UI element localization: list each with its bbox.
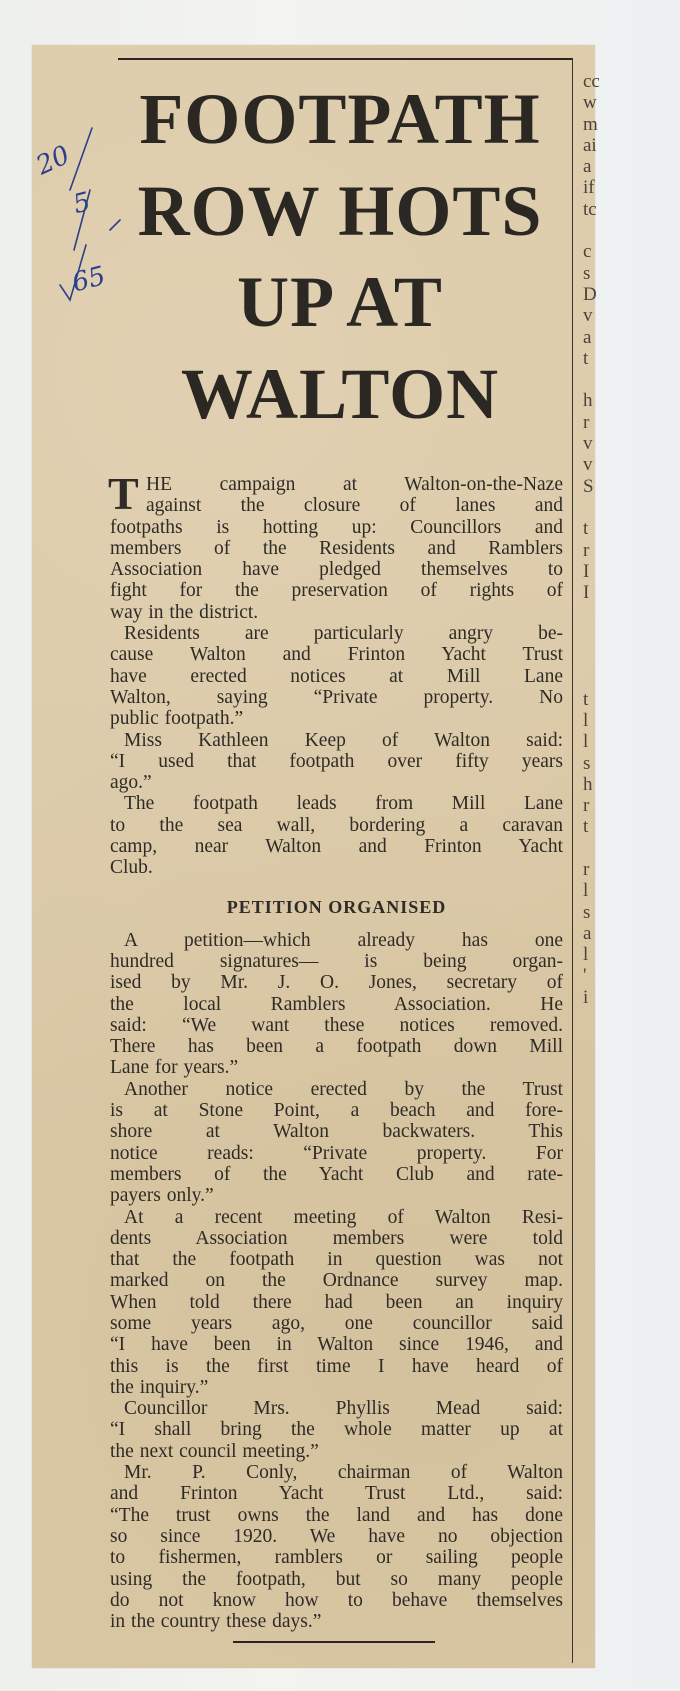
text-line: “The trust owns the land and has done: [110, 1504, 563, 1526]
fragment-line: [583, 497, 597, 518]
fragment-line: [583, 625, 597, 646]
fragment-line: h: [583, 390, 593, 412]
text-line: Councillor Mrs. Phyllis Mead said:: [124, 1398, 563, 1420]
fragment-line: [583, 220, 597, 241]
fragment-line: l: [583, 731, 589, 753]
fragment-line: w: [583, 92, 597, 114]
text-line: to fishermen, ramblers or sailing people: [110, 1547, 563, 1569]
fragment-line: s: [583, 752, 591, 774]
paragraph: [110, 730, 563, 794]
text-line: using the footpath, but so many people: [110, 1568, 563, 1590]
text-line: against the closure of lanes and: [146, 495, 563, 517]
paragraph: [110, 623, 563, 729]
fragment-line: t: [583, 816, 589, 838]
fragment-line: [583, 369, 597, 390]
drop-cap: T: [108, 468, 139, 519]
handwritten-month: 5: [70, 186, 94, 221]
fragment-line: S: [583, 475, 594, 497]
text-line: dents Association members were told: [110, 1227, 563, 1249]
fragment-line: I: [583, 560, 590, 582]
bottom-rule: [233, 1641, 435, 1643]
fragment-line: r: [583, 411, 590, 433]
fragment-line: t: [583, 688, 589, 710]
text-line: way in the district.: [110, 601, 259, 623]
text-line: in the country these days.”: [110, 1611, 322, 1633]
paragraph: [108, 468, 563, 623]
text-line: A petition—which already has one: [124, 929, 563, 951]
fragment-line: l: [583, 709, 589, 731]
text-line: hundred signatures— is being organ-: [110, 950, 563, 972]
text-line: There has been a footpath down Mill: [110, 1036, 563, 1058]
fragment-line: I: [583, 582, 590, 604]
text-line: that the footpath in question was not: [110, 1249, 563, 1271]
fragment-line: t: [583, 347, 589, 369]
text-line: the local Ramblers Association. He: [110, 993, 563, 1015]
fragment-line: [583, 838, 597, 859]
subheading: PETITION ORGANISED: [226, 896, 447, 917]
text-line: Residents are particularly angry be-: [124, 623, 563, 645]
text-line: “I have been in Walton since 1946, and: [110, 1334, 563, 1356]
text-line: marked on the Ordnance survey map.: [110, 1270, 563, 1292]
adjacent-column-fragment: [583, 71, 600, 1008]
text-line: said: “We want these notices removed.: [110, 1014, 563, 1036]
fragment-line: v: [583, 305, 593, 327]
text-line: footpaths is hotting up: Councillors and: [110, 516, 563, 538]
fragment-line: a: [583, 156, 592, 178]
paragraph: [110, 1398, 563, 1462]
paragraph: [110, 930, 563, 1079]
handwritten-year: 65: [68, 260, 109, 299]
headline-line-1: FOOTPATH: [139, 79, 541, 159]
text-line: Club.: [110, 857, 153, 879]
fragment-line: [583, 646, 597, 667]
text-line: ised by Mr. J. O. Jones, secretary of: [110, 972, 563, 994]
text-line: shore at Walton backwaters. This: [110, 1121, 563, 1143]
text-line: Lane for years.”: [110, 1057, 239, 1079]
text-line: to the sea wall, bordering a caravan: [110, 814, 563, 836]
text-line: ago.”: [110, 772, 152, 794]
fragment-line: cc: [583, 71, 600, 92]
headline-line-2: ROW HOTS: [137, 171, 543, 251]
text-line: public footpath.”: [110, 708, 244, 730]
column-divider: [572, 58, 573, 1663]
fragment-line: [583, 667, 597, 688]
text-line: Association have pledged themselves to: [110, 559, 563, 581]
paragraph: [110, 793, 563, 878]
fragment-line: t: [583, 518, 589, 540]
fragment-line: s: [583, 262, 591, 284]
fragment-line: h: [583, 773, 593, 795]
text-line: “I used that footpath over fifty years: [110, 750, 563, 772]
fragment-line: [583, 603, 597, 624]
headline-line-3: UP AT: [237, 262, 443, 342]
text-line: the inquiry.”: [110, 1376, 209, 1398]
fragment-line: tc: [583, 198, 597, 220]
headline-line-4: WALTON: [180, 354, 500, 434]
text-line: members of the Yacht Club and rate-: [110, 1163, 563, 1185]
fragment-line: ai: [583, 134, 597, 156]
paragraph: [110, 1462, 563, 1632]
top-rule: [118, 58, 573, 60]
text-line: Another notice erected by the Trust: [124, 1078, 563, 1100]
fragment-line: a: [583, 326, 592, 348]
fragment-line: r: [583, 539, 590, 561]
text-line: HE campaign at Walton-on-the-Naze: [146, 474, 563, 495]
fragment-line: if: [583, 177, 595, 199]
text-line: notice reads: “Private property. For: [110, 1142, 563, 1164]
article-body: [108, 468, 563, 1633]
text-line: camp, near Walton and Frinton Yacht: [110, 836, 563, 858]
text-line: payers only.”: [110, 1185, 214, 1207]
fragment-line: D: [583, 283, 597, 305]
fragment-line: l: [583, 880, 589, 902]
fragment-line: m: [583, 113, 598, 135]
paragraph: [110, 1079, 563, 1207]
text-line: Mr. P. Conly, chairman of Walton: [124, 1462, 563, 1484]
fragment-line: r: [583, 795, 590, 817]
text-line: is at Stone Point, a beach and fore-: [110, 1100, 563, 1122]
text-line: do not know how to behave themselves: [110, 1589, 563, 1611]
text-line: members of the Residents and Ramblers: [110, 537, 563, 559]
text-line: the next council meeting.”: [110, 1440, 319, 1462]
fragment-line: v: [583, 433, 593, 455]
text-line: cause Walton and Frinton Yacht Trust: [110, 644, 563, 666]
text-line: fight for the preservation of rights of: [110, 580, 563, 602]
text-line: this is the first time I have heard of: [110, 1355, 563, 1377]
handwritten-day: 20: [31, 140, 75, 182]
text-line: At a recent meeting of Walton Resi-: [124, 1206, 563, 1228]
fragment-line: a: [583, 922, 592, 944]
fragment-line: c: [583, 241, 592, 263]
fragment-line: s: [583, 901, 591, 923]
fragment-line: r: [583, 858, 590, 880]
fragment-line: v: [583, 454, 593, 476]
text-line: so since 1920. We have no objection: [110, 1525, 563, 1547]
text-line: When told there had been an inquiry: [110, 1291, 563, 1313]
text-line: Miss Kathleen Keep of Walton said:: [124, 729, 563, 751]
text-line: The footpath leads from Mill Lane: [124, 793, 563, 815]
text-line: “I shall bring the whole matter up at: [110, 1419, 563, 1441]
text-line: Walton, saying “Private property. No: [110, 686, 563, 708]
fragment-line: ': [583, 965, 587, 987]
fragment-line: i: [583, 986, 589, 1008]
text-line: and Frinton Yacht Trust Ltd., said:: [110, 1483, 563, 1505]
fragment-line: l: [583, 944, 589, 966]
paragraph: [110, 1207, 563, 1399]
text-line: have erected notices at Mill Lane: [110, 665, 563, 687]
text-line: some years ago, one councillor said: [110, 1312, 563, 1334]
